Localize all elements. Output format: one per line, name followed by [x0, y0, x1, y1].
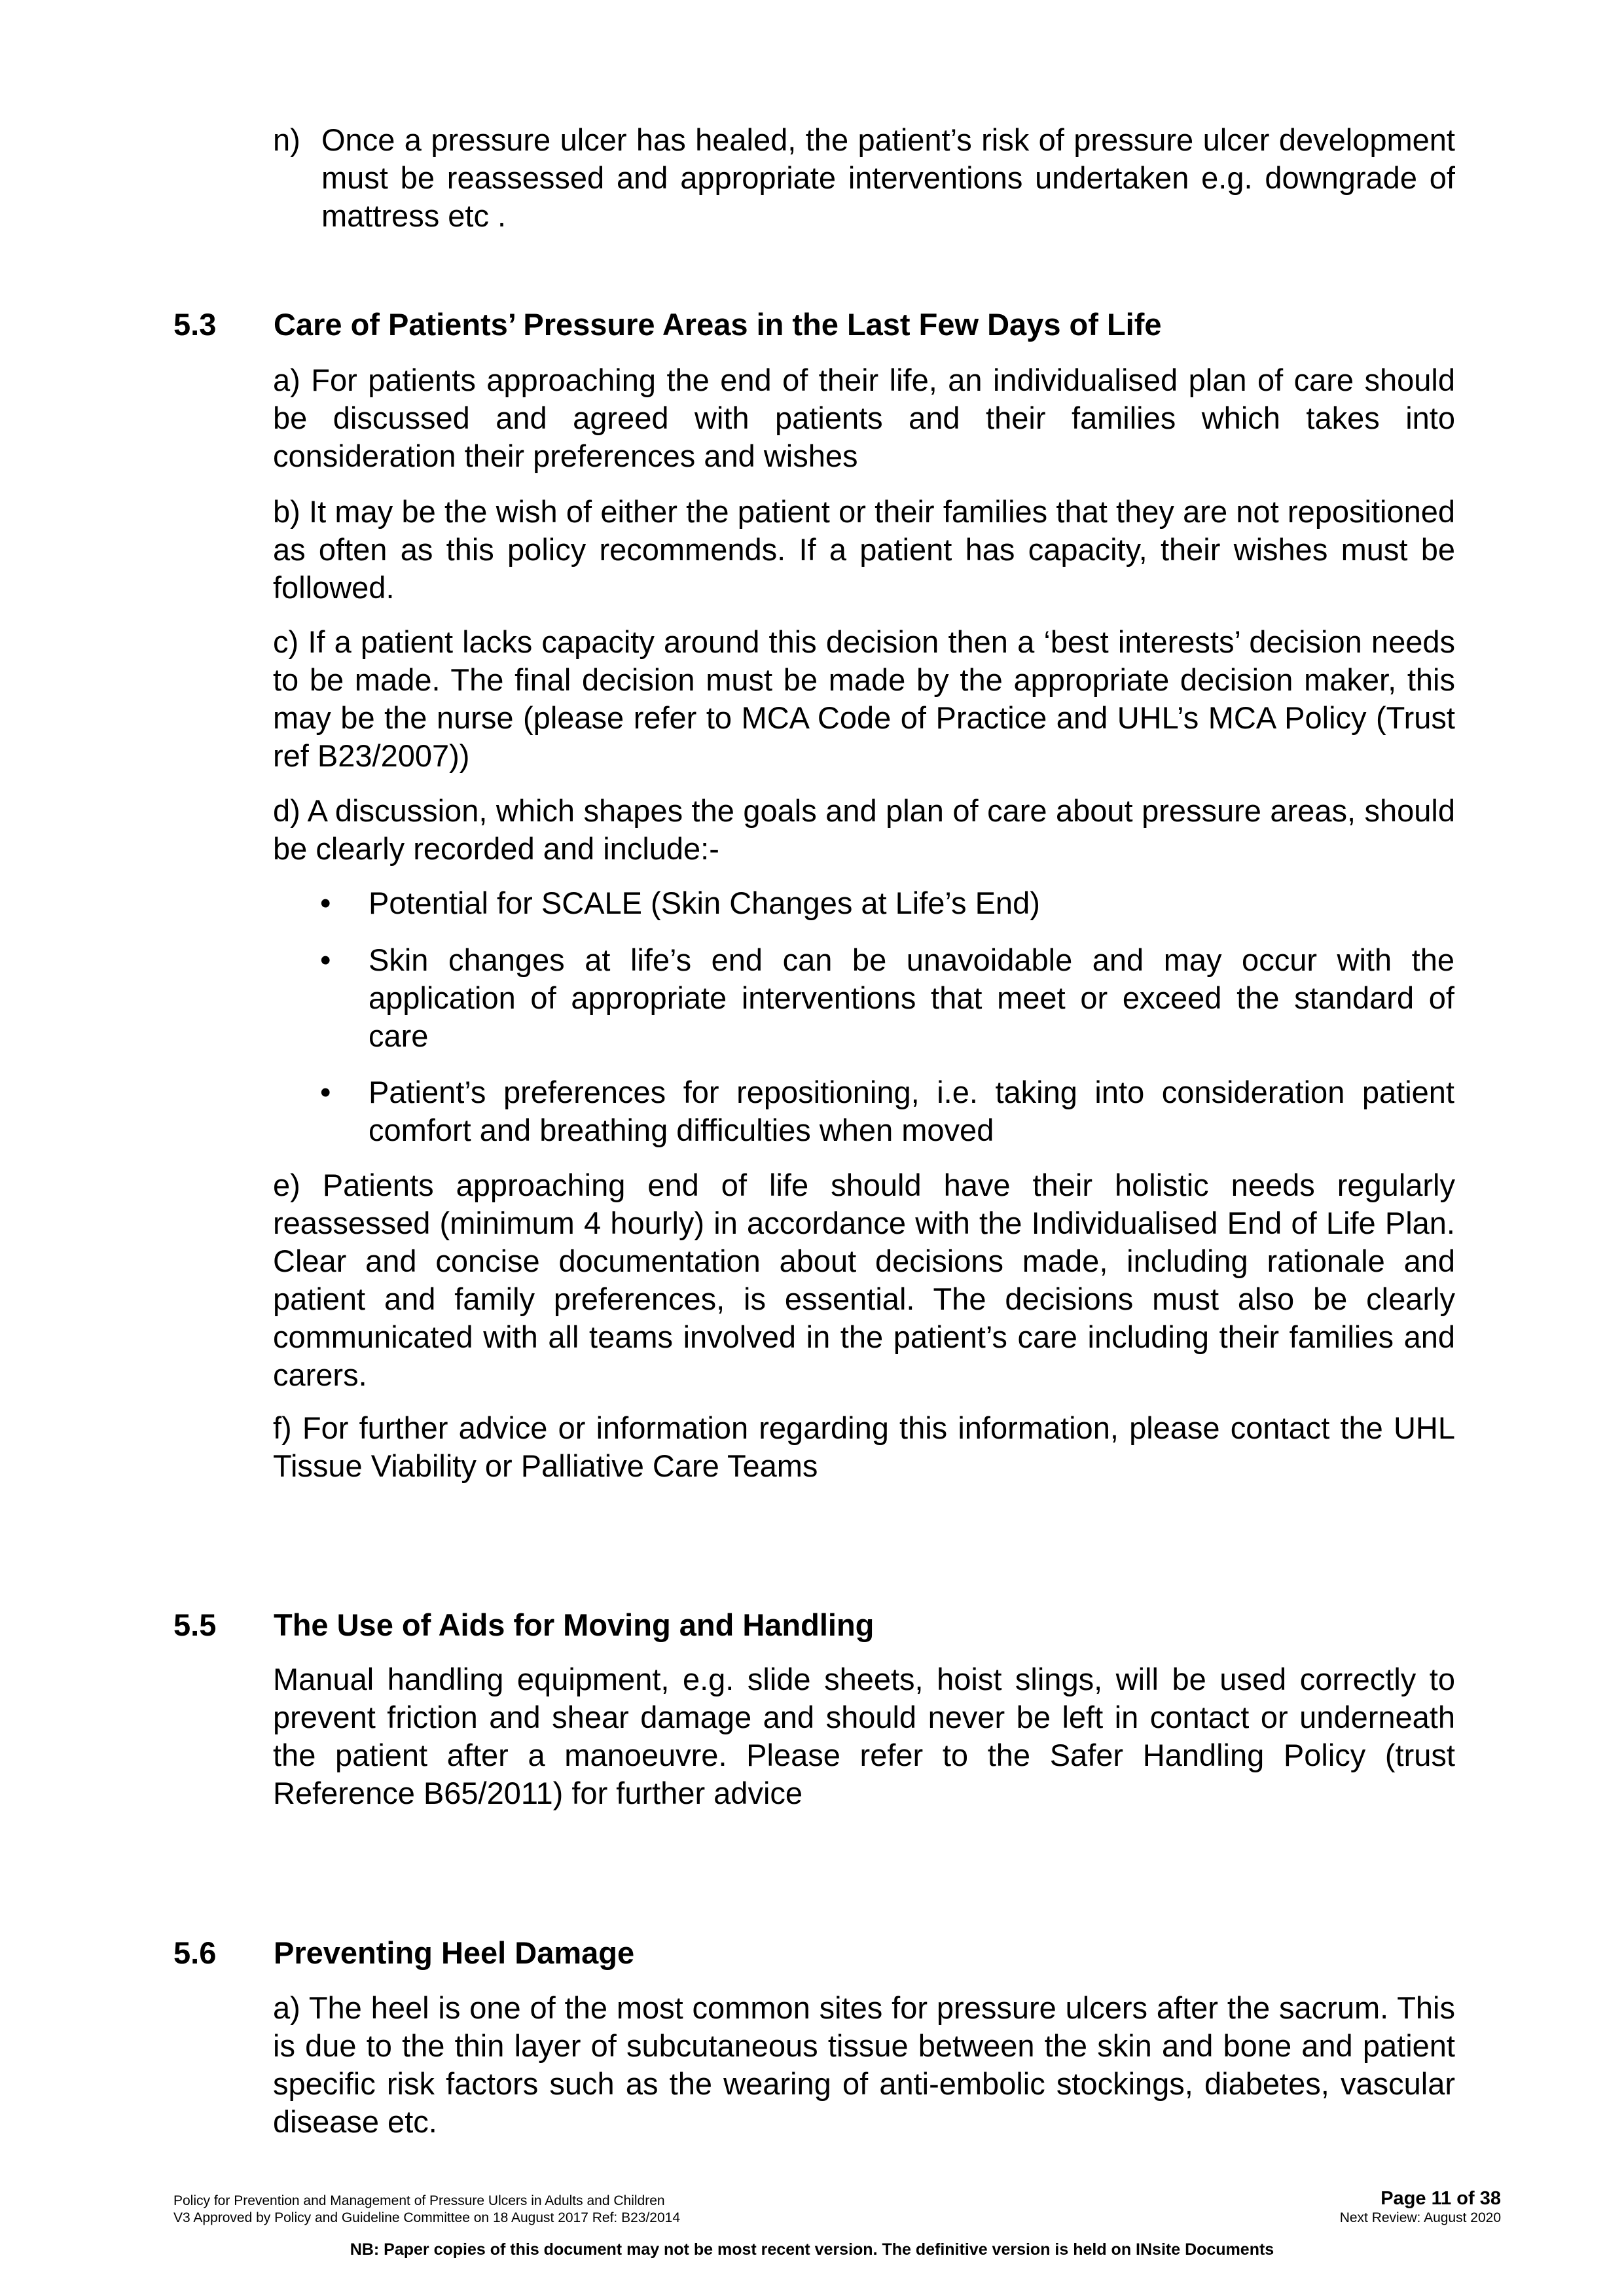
- bullet-text: Skin changes at life’s end can be unavoidable and may occur with the application of appropriate interventions that meet or exceed the standard of care: [369, 942, 1454, 1053]
- bullet-icon: •: [320, 886, 331, 920]
- paragraph-5-5: Manual handling equipment, e.g. slide sheets, hoist slings, will be used correctly to prevent friction and shear damage and should never be left in contact or underneath the patient after a manoeuvre. Please refer to the Safer Handling Policy (trust Reference B65/2011) for further advice: [273, 1662, 1455, 1810]
- section-title: Preventing Heel Damage: [274, 1935, 635, 1970]
- section-number: 5.3: [173, 307, 217, 342]
- bullet-text: Potential for SCALE (Skin Changes at Life’s End): [369, 886, 1040, 920]
- paragraph-5-3-c: c) If a patient lacks capacity around this decision then a ‘best interests’ decision needs to be made. The final decision must be made by the appropriate decision maker, this may be the nurse (please refer to MCA Code of Practice and UHL’s MCA Policy (Trust ref B23/2007)): [273, 624, 1455, 773]
- section-number: 5.5: [173, 1607, 217, 1642]
- paragraph-5-3-a: a) For patients approaching the end of their life, an individualised plan of care should be discussed and agreed with patients and their families which takes into consideration their preferences and wishes: [273, 363, 1455, 473]
- footer-approval: V3 Approved by Policy and Guideline Committee on 18 August 2017 Ref: B23/2014: [173, 2210, 681, 2225]
- footer-policy-title: Policy for Prevention and Management of Pressure Ulcers in Adults and Children: [173, 2193, 665, 2208]
- list-item-label: n): [273, 122, 300, 157]
- section-title: The Use of Aids for Moving and Handling: [274, 1607, 875, 1642]
- section-number: 5.6: [173, 1935, 217, 1970]
- paragraph-5-3-f: f) For further advice or information regarding this information, please contact the UHL Tissue Viability or Palliative Care Teams: [273, 1410, 1455, 1483]
- paragraph-5-3-d: d) A discussion, which shapes the goals and plan of care about pressure areas, should be clearly recorded and include:-: [273, 793, 1455, 866]
- bullet-text: Patient’s preferences for repositioning, i.e. taking into consideration patient comfort and breathing difficulties when moved: [369, 1075, 1454, 1147]
- bullet-icon: •: [320, 942, 331, 977]
- bullet-icon: •: [320, 1075, 331, 1109]
- footer-next-review: Next Review: August 2020: [1339, 2210, 1501, 2225]
- footer-notice: NB: Paper copies of this document may not be most recent version. The definitive version is held on INsite Documents: [350, 2240, 1274, 2259]
- section-title: Care of Patients’ Pressure Areas in the Last Few Days of Life: [274, 307, 1162, 342]
- footer-page-number: Page 11 of 38: [1380, 2188, 1501, 2209]
- paragraph-5-3-e: e) Patients approaching end of life should have their holistic needs regularly reassessed (minimum 4 hourly) in accordance with the Individualised End of Life Plan. Clear and concise documentation about decisions made, including rationale and patient and family preferences, is essential. The decisions must also be clearly communicated with all teams involved in the patient’s care including their families and carers.: [273, 1168, 1455, 1392]
- paragraph-5-3-b: b) It may be the wish of either the patient or their families that they are not repositioned as often as this policy recommends. If a patient has capacity, their wishes must be followed.: [273, 494, 1455, 605]
- paragraph-5-6-a: a) The heel is one of the most common sites for pressure ulcers after the sacrum. This is due to the thin layer of subcutaneous tissue between the skin and bone and patient specific risk factors such as the wearing of anti-embolic stockings, diabetes, vascular disease etc.: [273, 1990, 1455, 2139]
- list-item-text: Once a pressure ulcer has healed, the patient’s risk of pressure ulcer development must be reassessed and appropriate interventions undertaken e.g. downgrade of mattress etc .: [321, 122, 1455, 233]
